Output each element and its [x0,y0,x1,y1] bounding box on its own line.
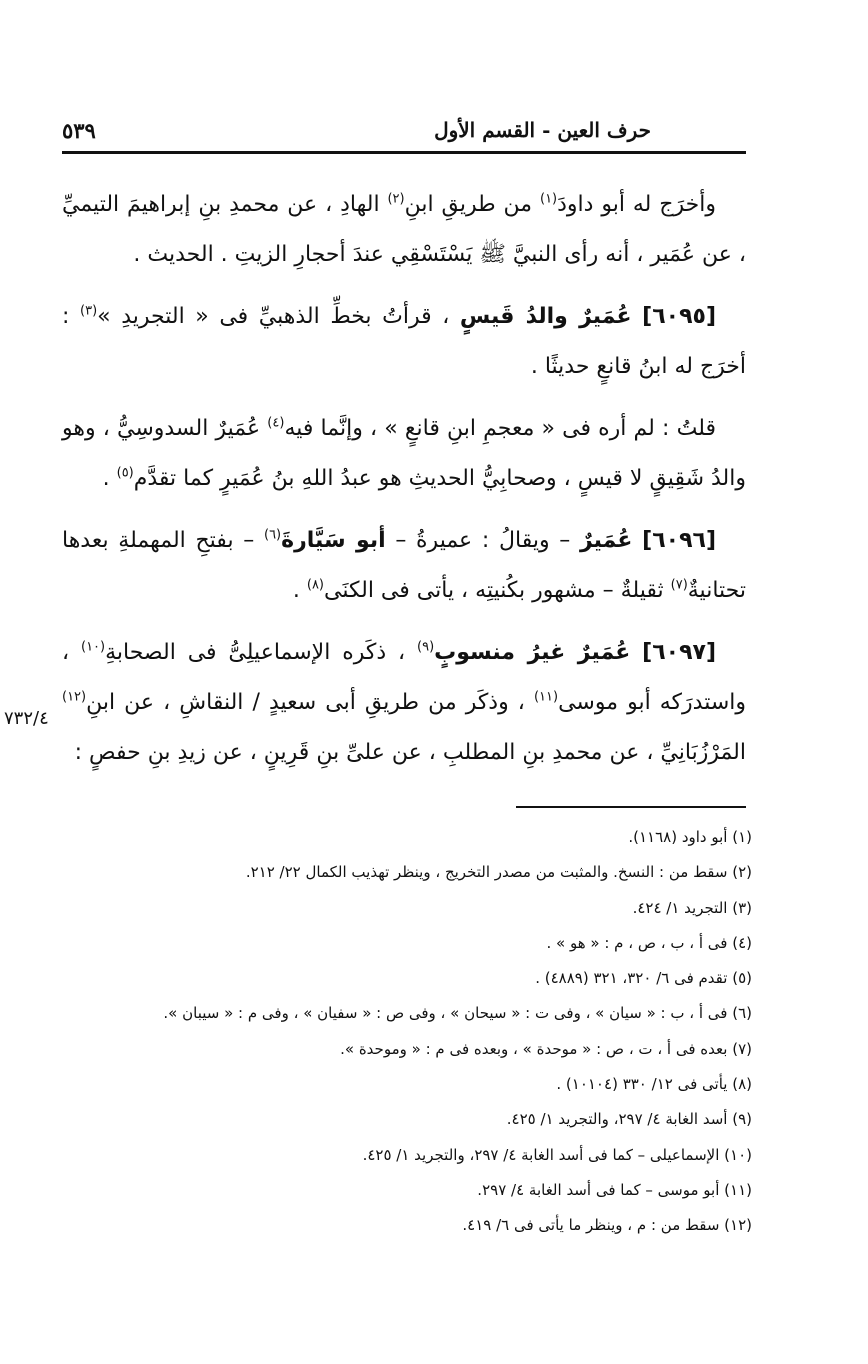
text-run: الهادِ ، عن محمدِ بنِ إبراهيمَ التيميِّ ، عن عُمَير ، أنه رأى النبيَّ ﷺ يَسْتَسْقِي عندَ أحجارِ الزيتِ . الحديث . [62,192,746,267]
footnote-ref: (١) [539,191,558,207]
text-run: قلتُ : لم أره فى « معجمِ ابنِ قانعٍ » ، وإنَّما فيه [284,416,716,441]
page-number: ٥٣٩ [62,118,96,143]
entry-number: [٦٠٩٥] [642,304,716,329]
footnote-ref: (١٢) [62,689,87,705]
entry-number: [٦٠٩٦] [642,528,716,553]
entry-6097 [62,628,746,778]
text-run: المَرْزُبَانِيِّ ، عن محمدِ بنِ المطلبِ ، عن علىِّ بنِ قَرِينٍ ، عن زيدِ بنِ حفصٍ : [74,740,746,765]
main-text [62,180,746,790]
footnotes-list [62,820,752,1244]
text-run: ، وذكَر من طريقِ أبى سعيدٍ / النقاشِ ، عن ابنِ [86,690,534,715]
text-run: عُمَيرٌ السدوسِيُّ ، وهو والدُ شَقِيقٍ لا قيسٍ ، وصحابِيُّ الحديثِ هو عبدُ اللهِ بنُ عُمَيرٍ كما تقدَّم [62,416,746,491]
footnote-ref: (٧) [670,577,688,593]
text-run: وأخرَج له أبو داودَ [557,192,716,217]
entry-6096 [62,516,746,616]
footnote: (٧) بعده فى أ ، ت ، ص : « موحدة » ، وبعده فى م : « وموحدة ». [340,1039,752,1058]
footnote: (٨) يأتى فى ١٢/ ٣٣٠ (١٠١٠٤) . [556,1075,752,1094]
margin-reference: ٧٣٢/٤ [4,708,49,729]
text-run: ، قرأتُ بخطِّ الذهبيِّ فى « التجريدِ » [97,304,460,329]
footnote: (١٢) سقط من : م ، وينظر ما يأتى فى ٦/ ٤١٩. [462,1216,752,1235]
footnote-ref: (٢) [387,191,405,207]
footnote: (٢) سقط من : النسخ. والمثبت من مصدر التخريج ، وينظر تهذيب الكمال ٢٢/ ٢١٢. [245,863,752,882]
entry-alt-name: أبو سَيَّارةَ [281,528,386,553]
footnote: (٦) فى أ ، ب : « سيان » ، وفى ت : « سيحان » ، وفى ص : « سفيان » ، وفى م : « سيبان ». [163,1004,752,1023]
text-run: ، واستدرَكه أبو موسى [62,640,746,715]
header-rule [62,151,746,154]
footnote-ref: (١٠) [80,639,106,655]
footnote-ref: (٦) [263,527,282,543]
footnote: (١) أبو داود (١١٦٨). [628,828,752,846]
text-run: ثقيلةٌ – مشهور بكُنيتِه ، يأتى فى الكنَى [324,578,671,603]
footnote: (٣) التجريد ١/ ٤٢٤. [632,898,752,917]
text-run: – ويقالُ : عميرةُ – [385,528,580,553]
paragraph-1 [62,180,746,280]
footnote-ref: (٨) [306,577,324,593]
entry-name: عُمَيرٌ والدُ قَيسٍ [459,304,632,329]
entry-name: عُمَيرٌ غيرُ منسوبٍ [434,640,631,665]
entry-number: [٦٠٩٧] [642,640,716,665]
footnote-ref: (٣) [80,303,98,319]
text-run: من طريقِ ابنِ [404,192,540,217]
page-header [62,110,746,150]
entry-6095 [62,292,746,392]
footnote: (٩) أسد الغابة ٤/ ٢٩٧، والتجريد ١/ ٤٢٥. [506,1110,752,1129]
running-title: حرف العين - القسم الأول [434,118,651,142]
footnote-ref: (٥) [116,465,134,481]
footnote-ref: (٩) [417,639,435,655]
entry-name: عُمَيرٌ [579,528,633,553]
text-run: ، ذكَره الإسماعيلِىُّ فى الصحابةِ [105,640,417,665]
footnote-ref: (١١) [533,689,559,705]
text-run: – بفتحِ المهملةِ بعدها تحتانيةٌ [62,528,746,603]
text-run: . [102,466,117,491]
text-run: : أخرَج له ابنُ قانعٍ حديثًا . [62,304,746,379]
footnote: (٤) فى أ ، ب ، ص ، م : « هو » . [546,933,752,952]
text-run: . [292,578,307,603]
footnote: (١٠) الإسماعيلى – كما فى أسد الغابة ٤/ ٢٩٧، والتجريد ١/ ٤٢٥. [362,1145,752,1164]
footnote: (١١) أبو موسى – كما فى أسد الغابة ٤/ ٢٩٧. [477,1180,752,1199]
footnote: (٥) تقدم فى ٦/ ٣٢٠، ٣٢١ (٤٨٨٩) . [535,969,752,988]
footnote-ref: (٤) [267,415,285,431]
footnote-separator [516,806,746,808]
paragraph-3 [62,404,746,504]
